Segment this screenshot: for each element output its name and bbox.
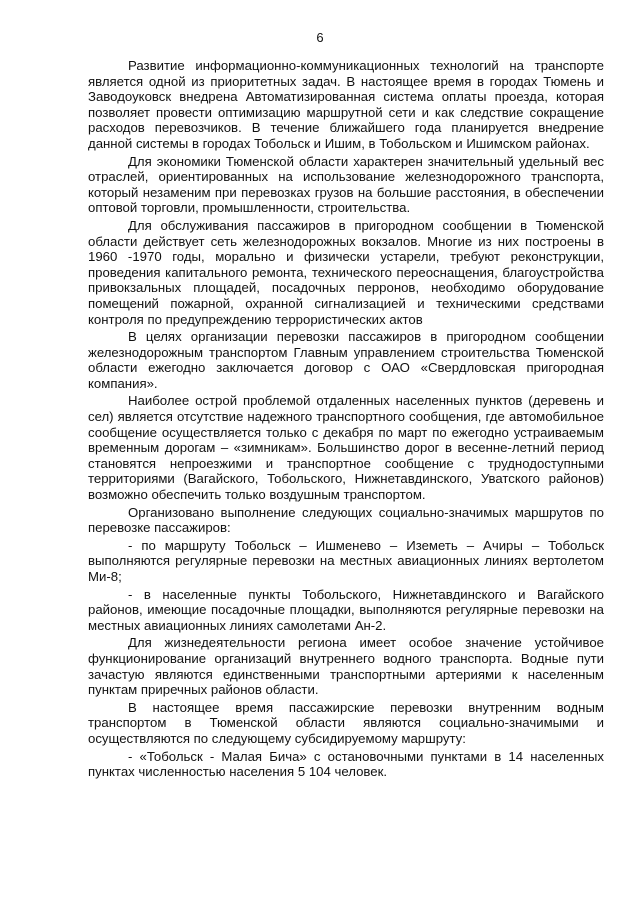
paragraph-water-transport: Для жизнедеятельности региона имеет особое значение устойчивое функционирование организаций внутреннего водного транспорта. Водные пути зачастую являются единственными транспортными артериями к населенным пунктам приречных районов области.	[88, 635, 604, 698]
paragraph-suburban-contract: В целях организации перевозки пассажиров в пригородном сообщении железнодорожным транспортом Главным управлением строительства Тюменской области ежегодно заключается договор с ОАО «Свердловская пригородная компания».	[88, 329, 604, 391]
paragraph-railway-stations: Для обслуживания пассажиров в пригородном сообщении в Тюменской области действует сеть железнодорожных вокзалов. Многие из них построены в 1960 -1970 годы, морально и физически устарели, требуют реконструкции, проведения капитального ремонта, технического переоснащения, благоустройства привокзальных площадей, посадочных перронов, необходимо оборудование помещений пожарной, охранной сигнализацией и техническими средствами контроля по предупреждению террористических актов	[88, 217, 604, 327]
paragraph-route-an2: - в населенные пункты Тобольского, Нижнетавдинского и Вагайского районов, имеющие посадочные площадки, выполняются регулярные перевозки на местных авиационных линиях самолетами Ан-2.	[88, 586, 604, 633]
paragraph-route-helicopter: - по маршруту Тобольск – Ишменево – Иземеть – Ачиры – Тобольск выполняются регулярные перевозки на местных авиационных линиях вертолетом Ми-8;	[88, 537, 604, 584]
paragraph-routes-intro: Организовано выполнение следующих социально-значимых маршрутов по перевозке пассажиров:	[88, 504, 604, 536]
page-number: 6	[316, 30, 324, 45]
document-body	[88, 58, 604, 782]
paragraph-railway-economy: Для экономики Тюменской области характерен значительный удельный вес отраслей, ориентированных на использование железнодорожного транспорта, который незаменим при перевозках грузов на большие расстояния, в обеспечении оптовой торговли, промышленности, строительства.	[88, 153, 604, 216]
paragraph-transport-it: Развитие информационно-коммуникационных технологий на транспорте является одной из приоритетных задач. В настоящее время в городах Тюмень и Заводоуковск внедрена Автоматизированная система оплаты проезда, которая позволяет провести оптимизацию маршрутной сети и как следствие сокращение расходов перевозчиков. В течение ближайшего года планируется внедрение данной системы в городах Тобольск и Ишим, в Тобольском и Ишимском районах.	[88, 58, 604, 151]
paragraph-remote-settlements: Наиболее острой проблемой отдаленных населенных пунктов (деревень и сел) является отсутствие надежного транспортного сообщения, где автомобильное сообщение осуществляется только с декабря по март по ежегодно устраиваемым временным дорогам – «зимникам». Большинство дорог в весенне-летний период становятся непроезжими и транспортное сообщение с труднодоступными территориями (Вагайского, Тобольского, Нижнетавдинского, Уватского районов) возможно обеспечить только воздушным транспортом.	[88, 393, 604, 503]
paragraph-water-passenger: В настоящее время пассажирские перевозки внутренним водным транспортом в Тюменской области являются социально-значимыми и осуществляются по следующему субсидируемому маршруту:	[88, 699, 604, 746]
paragraph-route-tobolsk-bicha: - «Тобольск - Малая Бича» с остановочными пунктами в 14 населенных пунктах численностью населения 5 104 человек.	[88, 748, 604, 780]
